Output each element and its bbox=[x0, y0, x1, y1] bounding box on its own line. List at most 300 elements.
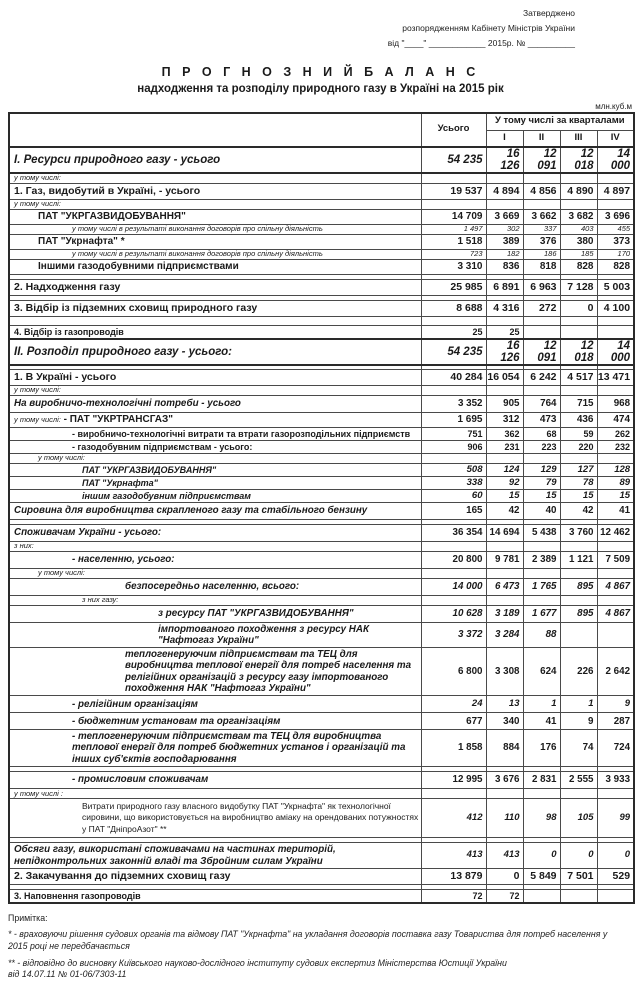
cell-quarter-1 bbox=[486, 595, 523, 605]
cell-quarter-3: 4 517 bbox=[560, 369, 597, 385]
cell-quarter-1: 884 bbox=[486, 730, 523, 767]
cell-quarter-1: 9 781 bbox=[486, 551, 523, 568]
cell-quarter-3: 127 bbox=[560, 463, 597, 476]
row-label-text: 1. В Україні - усього bbox=[14, 371, 117, 384]
document-title: П Р О Г Н О З Н И Й Б А Л А Н С bbox=[161, 64, 480, 79]
cell-quarter-2: 176 bbox=[523, 730, 560, 767]
row-label-text: у тому числі: bbox=[14, 173, 61, 183]
footnote-2-line-1: ** - відповідно до висновку Київського науково-дослідного інституту судових експертиз Міністерства Юстиції України bbox=[8, 957, 507, 968]
row-label-text: Витрати природного газу власного видобутку ПАТ "Укрнафта" як технологічної сировини, що використовується на виробництво аміаку на орендованих потужностях у ПАТ "ДніпроАзот" ** bbox=[82, 801, 419, 834]
row-label-text: ПАТ "УКРГАЗВИДОБУВАННЯ" bbox=[38, 211, 186, 223]
cell-quarter-2: 0 bbox=[523, 843, 560, 869]
cell-quarter-1: 124 bbox=[486, 463, 523, 476]
cell-total: 20 800 bbox=[421, 551, 486, 568]
table-row bbox=[9, 339, 634, 365]
table-row bbox=[9, 199, 634, 209]
row-label bbox=[9, 789, 421, 799]
row-label-text: Обсяги газу, використані споживачами на частинах територій, непідконтрольних законній владі та Збройним силам України bbox=[14, 844, 336, 867]
cell-quarter-4: 4 897 bbox=[597, 183, 634, 199]
cell-quarter-1: 3 284 bbox=[486, 622, 523, 648]
cell-quarter-1: 13 bbox=[486, 696, 523, 713]
footnote-2-line-2: від 14.07.11 № 01-06/7303-11 bbox=[8, 969, 127, 980]
cell-quarter-4: 9 bbox=[597, 696, 634, 713]
cell-total bbox=[421, 316, 486, 325]
table-row bbox=[9, 427, 634, 440]
cell-quarter-3: 12 018 bbox=[560, 339, 597, 365]
table-row bbox=[9, 524, 634, 541]
row-label-text: у тому числі : bbox=[14, 788, 63, 798]
row-label bbox=[9, 183, 421, 199]
table-row bbox=[9, 789, 634, 799]
table-row bbox=[9, 259, 634, 274]
cell-total: 12 995 bbox=[421, 772, 486, 789]
cell-quarter-2: 68 bbox=[523, 427, 560, 440]
row-label bbox=[9, 234, 421, 249]
cell-total: 165 bbox=[421, 502, 486, 519]
table-header bbox=[9, 113, 634, 147]
table-row bbox=[9, 889, 634, 903]
cell-quarter-2: 1 765 bbox=[523, 578, 560, 595]
row-label-text: - ПАТ "УКРТРАНСГАЗ" bbox=[60, 414, 173, 426]
row-label bbox=[9, 568, 421, 578]
cell-quarter-4: 529 bbox=[597, 868, 634, 884]
row-label bbox=[9, 199, 421, 209]
cell-quarter-2: 337 bbox=[523, 224, 560, 234]
table-row bbox=[9, 234, 634, 249]
label-column-header bbox=[9, 113, 421, 147]
table-row bbox=[9, 713, 634, 730]
cell-quarter-1: 413 bbox=[486, 843, 523, 869]
row-label-text: Сировина для виробництва скрапленого газу та стабільного бензину bbox=[14, 504, 368, 516]
row-label-text: 3. Наповнення газопроводів bbox=[14, 890, 141, 901]
cell-quarter-3: 1 bbox=[560, 696, 597, 713]
quarter-header-2: II bbox=[523, 130, 560, 147]
row-label bbox=[9, 453, 421, 463]
cell-quarter-4: 455 bbox=[597, 224, 634, 234]
cell-quarter-4: 232 bbox=[597, 440, 634, 453]
table-row bbox=[9, 799, 634, 838]
cell-quarter-1: 14 694 bbox=[486, 524, 523, 541]
approval-line-3: від "____" ____________ 2015р. № __________ bbox=[387, 37, 575, 48]
row-label-text: - газодобувним підприємствам - усього: bbox=[72, 441, 253, 452]
cell-quarter-1: 16 126 bbox=[486, 147, 523, 173]
table-row bbox=[9, 463, 634, 476]
cell-quarter-3: 7 128 bbox=[560, 279, 597, 295]
cell-quarter-3: 12 018 bbox=[560, 147, 597, 173]
cell-quarter-4: 4 867 bbox=[597, 578, 634, 595]
cell-quarter-1: 3 189 bbox=[486, 605, 523, 622]
cell-quarter-4: 7 509 bbox=[597, 551, 634, 568]
row-label-text: ПАТ "УКРГАЗВИДОБУВАННЯ" bbox=[82, 464, 217, 475]
table-row bbox=[9, 868, 634, 884]
units-label: млн.куб.м bbox=[595, 101, 632, 111]
cell-quarter-2 bbox=[523, 325, 560, 339]
table-row bbox=[9, 696, 634, 713]
row-label bbox=[9, 648, 421, 696]
notes-block bbox=[8, 913, 633, 981]
row-label bbox=[9, 395, 421, 412]
cell-total bbox=[421, 568, 486, 578]
approval-line-2: розпорядженням Кабінету Міністрів України bbox=[402, 22, 575, 33]
cell-quarter-1: 3 669 bbox=[486, 209, 523, 224]
table-row bbox=[9, 300, 634, 316]
cell-quarter-1: 42 bbox=[486, 502, 523, 519]
row-label bbox=[9, 889, 421, 903]
row-label-text: іншим газодобувним підприємствам bbox=[82, 490, 251, 501]
cell-total: 10 628 bbox=[421, 605, 486, 622]
table-row bbox=[9, 843, 634, 869]
table-row bbox=[9, 772, 634, 789]
cell-total bbox=[421, 541, 486, 551]
cell-quarter-3: 185 bbox=[560, 249, 597, 259]
row-label bbox=[9, 843, 421, 869]
row-label-text: у тому числі: bbox=[14, 385, 61, 395]
row-label bbox=[9, 713, 421, 730]
cell-quarter-2: 4 856 bbox=[523, 183, 560, 199]
row-label-text: безпосередньо населенню, всього: bbox=[125, 580, 300, 592]
cell-quarter-2: 818 bbox=[523, 259, 560, 274]
cell-quarter-4 bbox=[597, 453, 634, 463]
document-subtitle: надходження та розподілу природного газу в Україні на 2015 рік bbox=[137, 82, 504, 95]
cell-quarter-1: 3 308 bbox=[486, 648, 523, 696]
cell-quarter-2: 223 bbox=[523, 440, 560, 453]
cell-total: 54 235 bbox=[421, 147, 486, 173]
cell-quarter-3 bbox=[560, 453, 597, 463]
cell-quarter-2: 3 662 bbox=[523, 209, 560, 224]
cell-quarter-3: 3 682 bbox=[560, 209, 597, 224]
cell-quarter-4: 15 bbox=[597, 489, 634, 502]
cell-quarter-3: 4 890 bbox=[560, 183, 597, 199]
cell-quarter-1 bbox=[486, 568, 523, 578]
cell-total: 1 497 bbox=[421, 224, 486, 234]
row-label bbox=[9, 249, 421, 259]
row-label-text: у тому числі: bbox=[38, 453, 85, 463]
table-row bbox=[9, 551, 634, 568]
cell-total: 13 879 bbox=[421, 868, 486, 884]
row-label-text: II. Розподіл природного газу - усього: bbox=[14, 345, 232, 358]
table-row bbox=[9, 605, 634, 622]
cell-quarter-2: 624 bbox=[523, 648, 560, 696]
cell-quarter-2 bbox=[523, 385, 560, 395]
cell-quarter-4: 2 642 bbox=[597, 648, 634, 696]
cell-quarter-3 bbox=[560, 889, 597, 903]
cell-quarter-4: 13 471 bbox=[597, 369, 634, 385]
row-label-text: у тому числі в результаті виконання договорів про спільну діяльність bbox=[72, 249, 323, 259]
table-row bbox=[9, 595, 634, 605]
cell-quarter-3 bbox=[560, 325, 597, 339]
cell-total: 6 800 bbox=[421, 648, 486, 696]
row-label bbox=[9, 224, 421, 234]
cell-total: 72 bbox=[421, 889, 486, 903]
cell-quarter-1: 905 bbox=[486, 395, 523, 412]
cell-quarter-4: 170 bbox=[597, 249, 634, 259]
cell-quarter-4: 968 bbox=[597, 395, 634, 412]
approval-line-1: Затверджено bbox=[522, 8, 575, 18]
row-label-text: у тому числі в результаті виконання договорів про спільну діяльність bbox=[72, 224, 323, 234]
balance-table bbox=[8, 112, 635, 904]
cell-quarter-2: 12 091 bbox=[523, 339, 560, 365]
table-row bbox=[9, 453, 634, 463]
cell-quarter-2: 473 bbox=[523, 412, 560, 427]
cell-quarter-4: 41 bbox=[597, 502, 634, 519]
cell-quarter-3: 15 bbox=[560, 489, 597, 502]
cell-quarter-4 bbox=[597, 789, 634, 799]
table-row bbox=[9, 730, 634, 767]
quarter-header-1: I bbox=[486, 130, 523, 147]
cell-quarter-1: 16 054 bbox=[486, 369, 523, 385]
cell-quarter-3: 436 bbox=[560, 412, 597, 427]
row-label bbox=[9, 209, 421, 224]
cell-quarter-1: 4 316 bbox=[486, 300, 523, 316]
cell-quarter-1: 231 bbox=[486, 440, 523, 453]
cell-quarter-1 bbox=[486, 453, 523, 463]
row-label-text: 1. Газ, видобутий в Україні, - усього bbox=[14, 185, 201, 198]
cell-quarter-2: 98 bbox=[523, 799, 560, 838]
quarter-header-3: III bbox=[560, 130, 597, 147]
cell-quarter-1: 110 bbox=[486, 799, 523, 838]
row-label-text: теплогенеруючим підприємствам та ТЕЦ для виробництва теплової енергії для потреб населення та релігійних організацій з ресурсу газу імпортованого походження НАК "Нафтогаз України" bbox=[125, 649, 412, 694]
row-label bbox=[9, 316, 421, 325]
total-column-header: Усього bbox=[421, 113, 486, 147]
cell-quarter-2 bbox=[523, 173, 560, 184]
cell-total: 60 bbox=[421, 489, 486, 502]
cell-total: 1 518 bbox=[421, 234, 486, 249]
cell-quarter-2: 1 677 bbox=[523, 605, 560, 622]
row-label-text: На виробничо-технологічні потреби - усього bbox=[14, 397, 241, 409]
row-label-text: з ресурсу ПАТ "УКРГАЗВИДОБУВАННЯ" bbox=[158, 607, 354, 619]
cell-quarter-4: 89 bbox=[597, 476, 634, 489]
cell-quarter-3 bbox=[560, 173, 597, 184]
cell-quarter-2: 12 091 bbox=[523, 147, 560, 173]
cell-quarter-3: 895 bbox=[560, 578, 597, 595]
row-label-text: - населенню, усього: bbox=[72, 553, 175, 565]
row-label-text: Споживачам України - усього: bbox=[14, 526, 162, 538]
cell-quarter-2: 40 bbox=[523, 502, 560, 519]
cell-total: 36 354 bbox=[421, 524, 486, 541]
cell-quarter-1: 15 bbox=[486, 489, 523, 502]
cell-total: 25 bbox=[421, 325, 486, 339]
cell-quarter-4: 373 bbox=[597, 234, 634, 249]
cell-quarter-4 bbox=[597, 385, 634, 395]
row-label-text: у тому числі: bbox=[38, 568, 85, 578]
row-label bbox=[9, 772, 421, 789]
cell-quarter-1: 6 473 bbox=[486, 578, 523, 595]
cell-quarter-4: 262 bbox=[597, 427, 634, 440]
row-label-text: з них: bbox=[14, 541, 34, 551]
cell-quarter-2: 88 bbox=[523, 622, 560, 648]
row-label bbox=[9, 595, 421, 605]
cell-quarter-1: 312 bbox=[486, 412, 523, 427]
row-label bbox=[9, 463, 421, 476]
cell-quarter-3: 715 bbox=[560, 395, 597, 412]
cell-quarter-4: 4 100 bbox=[597, 300, 634, 316]
row-label bbox=[9, 476, 421, 489]
cell-quarter-1 bbox=[486, 316, 523, 325]
spacer-row bbox=[9, 316, 634, 325]
cell-quarter-2: 2 831 bbox=[523, 772, 560, 789]
row-label-text: - бюджетним установам та організаціям bbox=[72, 715, 281, 727]
table-row bbox=[9, 541, 634, 551]
row-label bbox=[9, 730, 421, 767]
row-label bbox=[9, 440, 421, 453]
cell-total: 19 537 bbox=[421, 183, 486, 199]
cell-quarter-1: 72 bbox=[486, 889, 523, 903]
cell-quarter-1: 0 bbox=[486, 868, 523, 884]
cell-quarter-4 bbox=[597, 622, 634, 648]
table-row bbox=[9, 369, 634, 385]
cell-quarter-3: 74 bbox=[560, 730, 597, 767]
cell-quarter-3: 403 bbox=[560, 224, 597, 234]
table-row bbox=[9, 578, 634, 595]
footnote-1: * - враховуючи рішення судових органів та відмову ПАТ "Укрнафта" на укладання договорів поставка газу Товариства для потреб населення у 2015 році не передбачається bbox=[8, 928, 608, 951]
cell-quarter-2: 764 bbox=[523, 395, 560, 412]
cell-quarter-4 bbox=[597, 316, 634, 325]
row-label bbox=[9, 868, 421, 884]
cell-quarter-4: 0 bbox=[597, 843, 634, 869]
cell-quarter-2: 272 bbox=[523, 300, 560, 316]
cell-quarter-3: 828 bbox=[560, 259, 597, 274]
cell-total: 25 985 bbox=[421, 279, 486, 295]
cell-quarter-3 bbox=[560, 199, 597, 209]
row-label bbox=[9, 541, 421, 551]
row-label bbox=[9, 427, 421, 440]
cell-total: 338 bbox=[421, 476, 486, 489]
row-label-text: у тому числі: bbox=[14, 199, 61, 209]
cell-quarter-3: 1 121 bbox=[560, 551, 597, 568]
cell-quarter-3 bbox=[560, 568, 597, 578]
cell-quarter-1: 182 bbox=[486, 249, 523, 259]
cell-quarter-1: 6 891 bbox=[486, 279, 523, 295]
table-row bbox=[9, 325, 634, 339]
table-row bbox=[9, 183, 634, 199]
table-row bbox=[9, 440, 634, 453]
cell-quarter-2 bbox=[523, 316, 560, 325]
cell-total: 8 688 bbox=[421, 300, 486, 316]
cell-quarter-2 bbox=[523, 889, 560, 903]
cell-quarter-3: 0 bbox=[560, 843, 597, 869]
table-row bbox=[9, 502, 634, 519]
cell-total: 14 000 bbox=[421, 578, 486, 595]
cell-quarter-3: 3 760 bbox=[560, 524, 597, 541]
cell-quarter-1: 340 bbox=[486, 713, 523, 730]
table-row bbox=[9, 622, 634, 648]
cell-quarter-1: 302 bbox=[486, 224, 523, 234]
table-row bbox=[9, 279, 634, 295]
cell-quarter-4 bbox=[597, 199, 634, 209]
cell-total: 3 310 bbox=[421, 259, 486, 274]
table-row bbox=[9, 209, 634, 224]
row-label bbox=[9, 605, 421, 622]
row-label-text: Іншими газодобувними підприємствами bbox=[38, 261, 239, 273]
row-label bbox=[9, 385, 421, 395]
cell-quarter-3: 0 bbox=[560, 300, 597, 316]
cell-quarter-1: 4 894 bbox=[486, 183, 523, 199]
cell-quarter-1 bbox=[486, 199, 523, 209]
row-label bbox=[9, 300, 421, 316]
cell-total: 1 858 bbox=[421, 730, 486, 767]
row-label-text: I. Ресурси природного газу - усього bbox=[14, 153, 221, 166]
cell-quarter-3 bbox=[560, 622, 597, 648]
cell-quarter-4 bbox=[597, 325, 634, 339]
cell-quarter-2: 186 bbox=[523, 249, 560, 259]
cell-quarter-4: 12 462 bbox=[597, 524, 634, 541]
cell-total bbox=[421, 173, 486, 184]
cell-quarter-4: 14 000 bbox=[597, 147, 634, 173]
cell-quarter-4: 14 000 bbox=[597, 339, 634, 365]
cell-quarter-2: 6 242 bbox=[523, 369, 560, 385]
row-label-text: - виробничо-технологічні витрати та втрати газорозподільних підприємств bbox=[72, 428, 411, 439]
cell-total: 3 372 bbox=[421, 622, 486, 648]
cell-quarter-3: 78 bbox=[560, 476, 597, 489]
cell-quarter-4: 128 bbox=[597, 463, 634, 476]
row-label bbox=[9, 502, 421, 519]
table-row bbox=[9, 476, 634, 489]
cell-quarter-3: 380 bbox=[560, 234, 597, 249]
cell-total: 14 709 bbox=[421, 209, 486, 224]
cell-quarter-2: 2 389 bbox=[523, 551, 560, 568]
cell-quarter-1: 16 126 bbox=[486, 339, 523, 365]
row-label-text: імпортованого походження з ресурсу НАК "Нафтогаз України" bbox=[158, 623, 369, 646]
row-label bbox=[9, 622, 421, 648]
cell-quarter-4 bbox=[597, 889, 634, 903]
cell-quarter-2 bbox=[523, 595, 560, 605]
cell-quarter-3: 59 bbox=[560, 427, 597, 440]
cell-total: 412 bbox=[421, 799, 486, 838]
row-label-text: ПАТ "Укрнафта" bbox=[82, 477, 158, 488]
cell-quarter-4 bbox=[597, 541, 634, 551]
cell-total: 413 bbox=[421, 843, 486, 869]
row-label-text: 2. Закачування до підземних сховищ газу bbox=[14, 870, 231, 883]
row-label bbox=[9, 578, 421, 595]
approval-block bbox=[345, 6, 575, 51]
cell-quarter-2 bbox=[523, 568, 560, 578]
table-row bbox=[9, 412, 634, 427]
row-label bbox=[9, 147, 421, 173]
cell-total: 723 bbox=[421, 249, 486, 259]
row-label bbox=[9, 799, 421, 838]
cell-quarter-4: 3 933 bbox=[597, 772, 634, 789]
row-label bbox=[9, 173, 421, 184]
cell-quarter-2: 5 849 bbox=[523, 868, 560, 884]
cell-quarter-1: 389 bbox=[486, 234, 523, 249]
cell-quarter-1: 362 bbox=[486, 427, 523, 440]
cell-quarter-3: 226 bbox=[560, 648, 597, 696]
row-label bbox=[9, 489, 421, 502]
cell-quarter-2 bbox=[523, 199, 560, 209]
cell-quarter-1 bbox=[486, 789, 523, 799]
cell-total bbox=[421, 453, 486, 463]
table-row bbox=[9, 568, 634, 578]
cell-quarter-4: 3 696 bbox=[597, 209, 634, 224]
cell-quarter-3 bbox=[560, 316, 597, 325]
row-label-prefix: у тому числі: bbox=[14, 415, 61, 425]
row-label bbox=[9, 412, 421, 427]
cell-quarter-2: 79 bbox=[523, 476, 560, 489]
row-label bbox=[9, 259, 421, 274]
cell-quarter-4: 5 003 bbox=[597, 279, 634, 295]
row-label bbox=[9, 524, 421, 541]
row-label-text: 2. Надходження газу bbox=[14, 281, 121, 294]
quarters-group-header: У тому числі за кварталами bbox=[486, 113, 634, 131]
cell-quarter-2 bbox=[523, 541, 560, 551]
cell-quarter-1 bbox=[486, 173, 523, 184]
table-row bbox=[9, 147, 634, 173]
table-row bbox=[9, 648, 634, 696]
cell-quarter-4: 99 bbox=[597, 799, 634, 838]
table-row bbox=[9, 489, 634, 502]
cell-quarter-4: 828 bbox=[597, 259, 634, 274]
cell-quarter-3 bbox=[560, 541, 597, 551]
